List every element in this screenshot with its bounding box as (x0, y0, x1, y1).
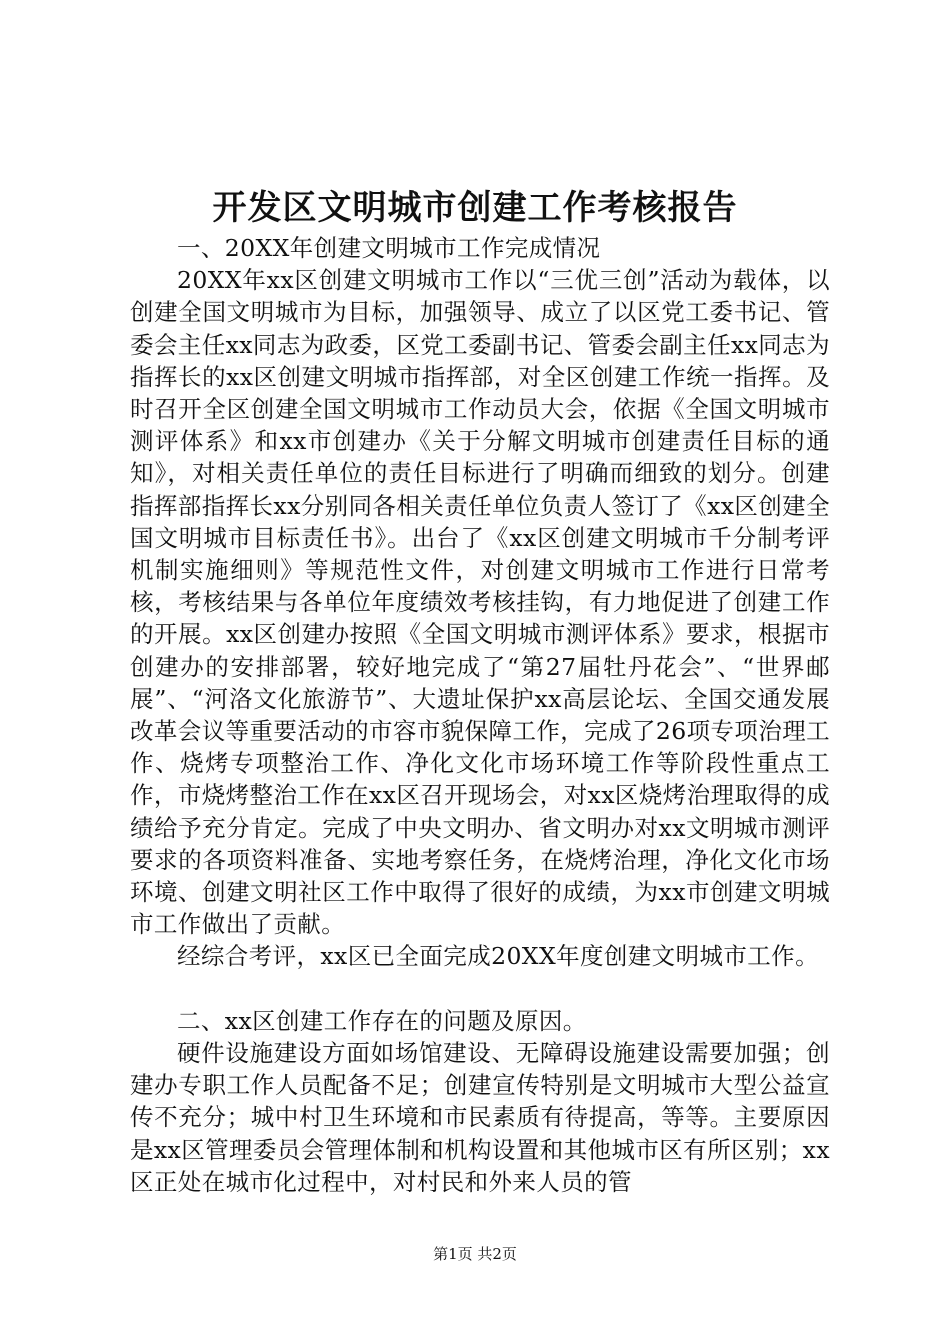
document-title: 开发区文明城市创建工作考核报告 (212, 188, 738, 228)
section-1-heading: 一、20XX年创建文明城市工作完成情况 (177, 234, 601, 262)
page-footer: 第1页 共2页 (433, 1245, 517, 1263)
section-2-paragraph-1: 硬件设施建设方面如场馆建设、无障碍设施建设需要加强；创建办专职工作人员配备不足；创建宣传特别是文明城市大型公益宣传不充分；城中村卫生环境和市民素质有待提高，等等。主要原因是xx区管理委员会管理体制和机构设置和其他城市区有所区别；xx区正处在城市化过程中，对村民和外来人员的管 (130, 1039, 830, 1196)
section-1-paragraph-1: 20XX年xx区创建文明城市工作以“三优三创”活动为载体，以创建全国文明城市为目标，加强领导、成立了以区党工委书记、管委会主任xx同志为政委，区党工委副书记、管委会副主任xx同志为指挥长的xx区创建文明城市指挥部，对全区创建工作统一指挥。及时召开全区创建全国文明城市工作动员大会，依据《全国文明城市测评体系》和xx市创建办《关于分解文明城市创建责任目标的通知》，对相关责任单位的责任目标进行了明确而细致的划分。创建指挥部指挥长xx分别同各相关责任单位负责人签订了《xx区创建全国文明城市目标责任书》。出台了《xx区创建文明城市千分制考评机制实施细则》等规范性文件，对创建文明城市工作进行日常考核，考核结果与各单位年度绩效考核挂钩，有力地促进了创建工作的开展。xx区创建办按照《全国文明城市测评体系》要求，根据市创建办的安排部署，较好地完成了“第27届牡丹花会”、“世界邮展”、“河洛文化旅游节”、大遗址保护xx高层论坛、全国交通发展改革会议等重要活动的市容市貌保障工作，完成了26项专项治理工作、烧烤专项整治工作、净化文化市场环境工作等阶段性重点工作，市烧烤整治工作在xx区召开现场会，对xx区烧烤治理取得的成绩给予充分肯定。完成了中央文明办、省文明办对xx文明城市测评要求的各项资料准备、实地考察任务，在烧烤治理，净化文化市场环境、创建文明社区工作中取得了很好的成绩，为xx市创建文明城市工作做出了贡献。 (130, 266, 830, 939)
section-1-paragraph-2: 经综合考评，xx区已全面完成20XX年度创建文明城市工作。 (177, 942, 819, 971)
blank-line (130, 973, 830, 1005)
document-body (130, 232, 830, 1198)
section-2-heading: 二、xx区创建工作存在的问题及原因。 (177, 1006, 587, 1035)
